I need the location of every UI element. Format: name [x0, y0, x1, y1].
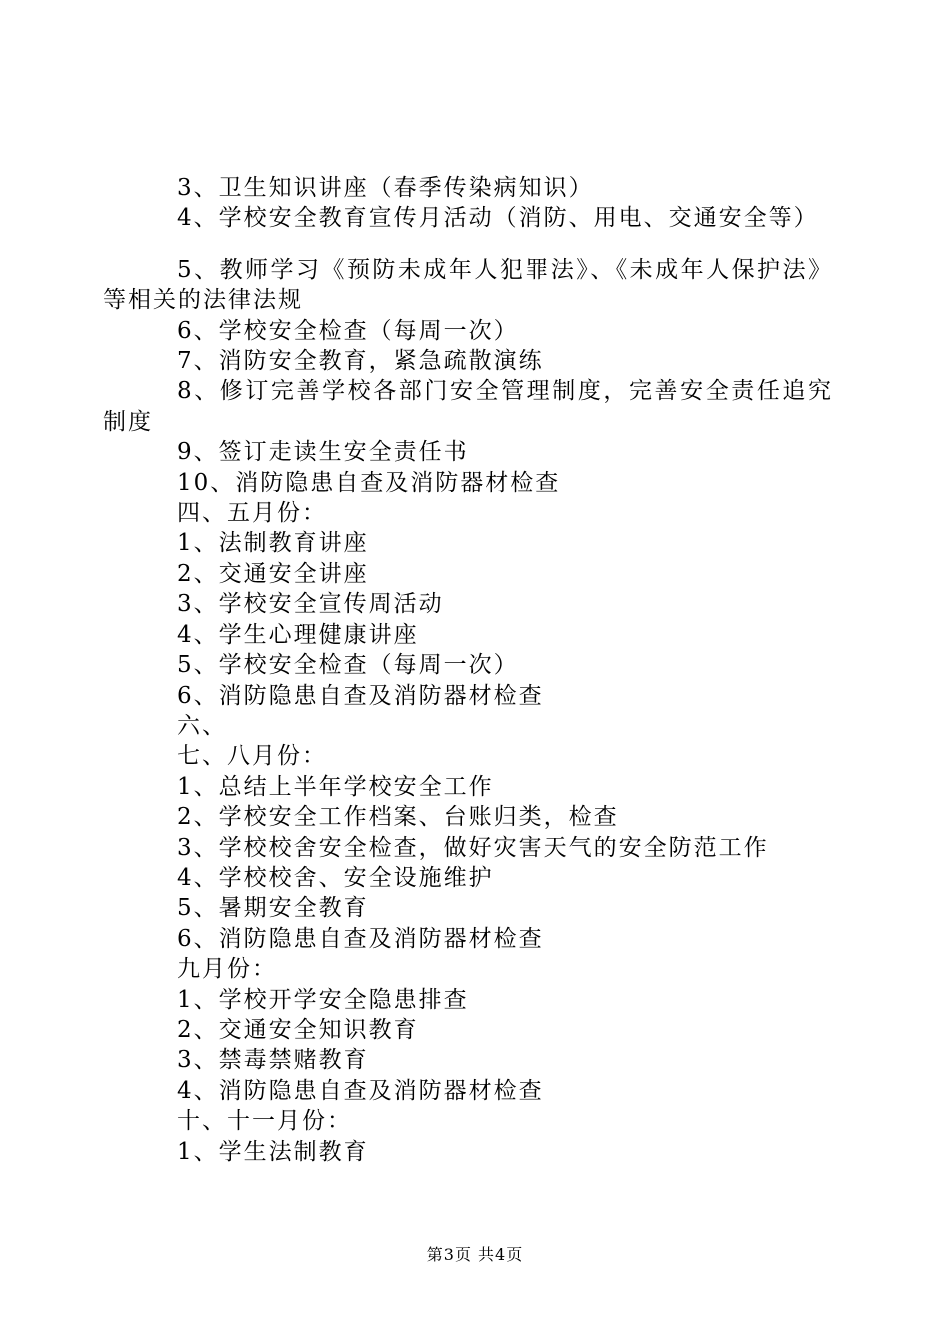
list-item: 10、消防隐患自查及消防器材检查 — [177, 469, 561, 496]
list-item: 2、交通安全讲座 — [177, 560, 369, 587]
list-item: 2、交通安全知识教育 — [177, 1016, 419, 1043]
list-item: 3、卫生知识讲座（春季传染病知识） — [177, 175, 594, 201]
list-item: 1、总结上半年学校安全工作 — [177, 773, 494, 800]
list-item: 3、学校安全宣传周活动 — [177, 591, 444, 618]
list-item: 4、学校校舍、安全设施维护 — [177, 864, 494, 891]
list-item: 1、法制教育讲座 — [177, 530, 369, 557]
list-item: 6、消防隐患自查及消防器材检查 — [177, 682, 544, 709]
list-item: 6、学校安全检查（每周一次） — [177, 317, 519, 344]
list-item: 3、禁毒禁赌教育 — [177, 1047, 369, 1074]
section-heading: 九月份： — [177, 956, 277, 983]
section-heading: 六、 — [177, 712, 227, 739]
list-item: 3、学校校舍安全检查，做好灾害天气的安全防范工作 — [177, 834, 769, 861]
list-item: 4、学生心理健康讲座 — [177, 621, 419, 648]
list-item: 1、学生法制教育 — [177, 1138, 369, 1165]
section-heading: 四、五月份： — [177, 500, 327, 527]
list-item: 6、消防隐患自查及消防器材检查 — [177, 925, 544, 952]
section-heading: 十、十一月份： — [177, 1108, 352, 1135]
list-item: 1、学校开学安全隐患排查 — [177, 986, 469, 1013]
page-footer: 第3页 共4页 — [426, 1245, 524, 1264]
list-item: 8、修订完善学校各部门安全管理制度，完善安全责任追究制度 — [103, 378, 833, 435]
section-heading: 七、八月份： — [177, 743, 327, 770]
list-item: 5、教师学习《预防未成年人犯罪法》、《未成年人保护法》等相关的法律法规 — [103, 256, 833, 314]
list-item: 7、消防安全教育，紧急疏散演练 — [177, 348, 544, 375]
list-item: 4、消防隐患自查及消防器材检查 — [177, 1077, 544, 1104]
list-item: 5、学校安全检查（每周一次） — [177, 652, 519, 679]
list-item: 4、学校安全教育宣传月活动（消防、用电、交通安全等） — [177, 205, 819, 232]
list-item: 2、学校安全工作档案、台账归类，检查 — [177, 804, 619, 831]
document-body — [103, 173, 833, 1167]
list-item: 5、暑期安全教育 — [177, 895, 369, 922]
list-item: 9、签订走读生安全责任书 — [177, 439, 469, 466]
